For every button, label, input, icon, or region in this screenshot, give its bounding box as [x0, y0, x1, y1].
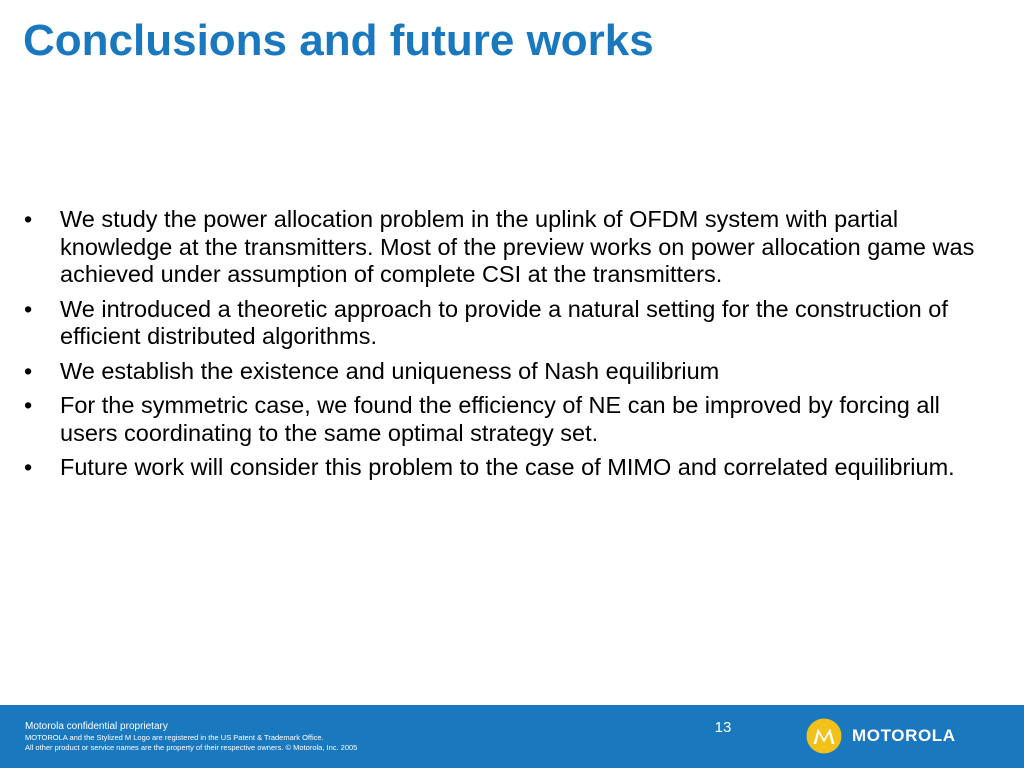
bullet-item — [24, 358, 1000, 386]
bullet-marker: • — [24, 454, 33, 480]
bullet-item — [24, 454, 1000, 482]
bullet-list — [24, 206, 1000, 489]
confidential-notice: Motorola confidential proprietary — [25, 721, 168, 732]
bullet-text: We establish the existence and uniqueness of Nash equilibrium — [60, 357, 720, 384]
motorola-batwing-m-icon — [806, 718, 842, 754]
bullet-marker: • — [24, 206, 33, 232]
bullet-marker: • — [24, 295, 33, 322]
trademark-notice-line1: MOTOROLA and the Stylized M Logo are registered in the US Patent & Trademark Office. — [25, 733, 324, 742]
page-number: 13 — [714, 719, 732, 736]
bullet-text: We introduced a theoretic approach to provide a natural setting for the construction of efficient distributed algorithms. — [60, 295, 948, 349]
trademark-notice-line2: All other product or service names are the property of their respective owners. © Motorola, Inc. 2005 — [25, 743, 358, 752]
slide-title: Conclusions and future works — [23, 16, 654, 65]
footer-legal — [25, 721, 357, 753]
bullet-text: We study the power allocation problem in the uplink of OFDM system with partial knowledge at the transmitters. Most of the preview works on power allocation game was achieved under assumption of complete CSI at the transmitters. — [60, 206, 975, 287]
motorola-wordmark: MOTOROLA — [852, 726, 956, 745]
bullet-text: Future work will consider this problem to the case of MIMO and correlated equilibrium. — [60, 454, 955, 480]
bullet-item — [24, 206, 1000, 289]
bullet-item — [24, 392, 1000, 447]
motorola-logo — [806, 717, 956, 755]
bullet-text: For the symmetric case, we found the efficiency of NE can be improved by forcing all users coordinating to the same optimal strategy set. — [60, 392, 940, 446]
footer-bar — [0, 705, 1024, 768]
bullet-marker: • — [24, 357, 33, 384]
bullet-item — [24, 296, 1000, 351]
bullet-marker: • — [24, 392, 33, 418]
